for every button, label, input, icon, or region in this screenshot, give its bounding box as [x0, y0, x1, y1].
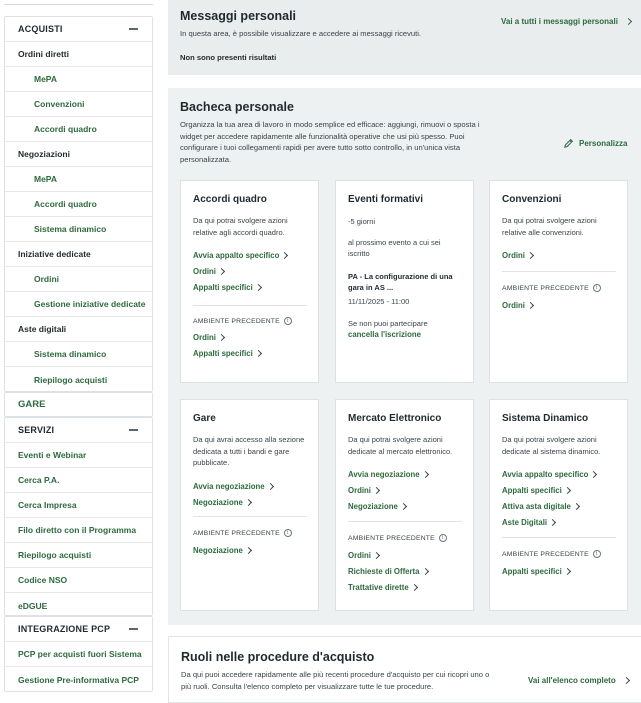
ambiente-precedente-label	[348, 534, 447, 542]
ordini-link[interactable]	[502, 251, 533, 260]
sidebar-item-label: Aste digitali	[18, 324, 67, 334]
card-gare	[180, 399, 319, 611]
card-desc: Da qui potrai svolgere azioni relative agli accordi quadro.	[193, 216, 288, 237]
link-label: Avvia appalto specifico	[193, 251, 280, 260]
ruoli-desc: Da qui puoi accedere rapidamente alle più recenti procedure d'acquisto per cui ricopri uno o più ruoli. Consulta l'elenco completo per visualizzare tutte le tue procedure.	[181, 670, 490, 691]
sidebar-item-label: Accordi quadro	[34, 124, 97, 134]
negoziazione-link[interactable]	[348, 502, 406, 511]
sidebar-item-label: Riepilogo acquisti	[18, 550, 92, 560]
bacheca-panel	[168, 88, 641, 625]
event-title: PA - La configurazione di una gara in AS ...	[348, 272, 453, 292]
card-divider	[348, 521, 462, 522]
card-divider	[502, 271, 616, 272]
sidebar-item-label: Iniziative dedicate	[18, 249, 91, 259]
chevron-right-icon	[218, 268, 225, 275]
chevron-right-icon	[267, 483, 274, 490]
card-title: Mercato Elettronico	[348, 413, 442, 424]
info-icon[interactable]: i	[439, 534, 447, 542]
sidebar-item-label: Filo diretto con il Programma	[18, 525, 137, 535]
ambiente-precedente-label	[502, 284, 601, 292]
link-label: Ordini	[193, 333, 216, 342]
chevron-right-icon	[218, 334, 225, 341]
chevron-right-icon	[590, 471, 597, 478]
link-label: cancella l'iscrizione	[348, 330, 421, 339]
sidebar-acquisti-section	[4, 16, 153, 392]
personalizza-button[interactable]	[563, 138, 627, 149]
appalti-specifici-link[interactable]	[502, 486, 570, 495]
sidebar-item-iniziative-dedicate[interactable]	[5, 242, 152, 267]
attiva-asta-digitale-link[interactable]	[502, 502, 579, 511]
card-title: Sistema Dinamico	[502, 413, 589, 424]
sidebar-pcp-label: INTEGRAZIONE PCP	[18, 624, 111, 634]
prev-negoziazione-link[interactable]	[193, 546, 251, 555]
card-title: Accordi quadro	[193, 194, 267, 205]
sidebar-item-label: Codice NSO	[18, 575, 68, 585]
link-label: Avvia appalto specifico	[502, 470, 589, 479]
sidebar-item-iniziative-ordini[interactable]	[5, 267, 152, 292]
ambiente-precedente-label	[193, 317, 292, 325]
ambiente-text: AMBIENTE PRECEDENTE	[502, 550, 589, 558]
bacheca-desc: Organizza la tua area di lavoro in modo semplice ed efficace: aggiungi, rimuovi o sposta i widget per accedere rapidamente alle funzionalità operative che usi più spesso. Puoi configurare i tuoi collegamenti rapidi per avere tutto sotto controllo, in un'unica vista personalizzata.	[180, 120, 480, 164]
link-label: Trattative dirette	[348, 583, 409, 592]
sidebar-pcp-header[interactable]	[5, 617, 152, 642]
prev-ordini-link[interactable]	[502, 301, 533, 310]
sidebar-top-divider	[4, 4, 153, 5]
sidebar-item-riepilogo-acquisti[interactable]	[5, 367, 152, 392]
chevron-right-icon	[245, 499, 252, 506]
elenco-completo-label: Vai all'elenco completo	[528, 676, 616, 685]
sidebar-item-label: Accordi quadro	[34, 199, 97, 209]
sidebar-item-label: Riepilogo acquisti	[34, 374, 108, 385]
sidebar-item-label: Ordini diretti	[18, 49, 69, 59]
prev-appalti-specifici-link[interactable]	[193, 349, 261, 358]
link-label: Appalti specifici	[502, 567, 562, 576]
sidebar-servizi-header[interactable]	[5, 418, 152, 443]
eventi-days: -5 giorni	[348, 217, 376, 226]
link-label: Richieste di Offerta	[348, 567, 420, 576]
negoziazione-link[interactable]	[193, 498, 251, 507]
sidebar-item-ordini-mepa[interactable]	[5, 67, 152, 92]
info-icon[interactable]: i	[284, 317, 292, 325]
card-title: Convenzioni	[502, 194, 562, 205]
avvia-negoziazione-link[interactable]	[193, 482, 273, 491]
sidebar-gare-label: GARE	[18, 399, 46, 410]
ruoli-title: Ruoli nelle procedure d'acquisto	[181, 650, 375, 664]
chevron-right-icon	[245, 547, 252, 554]
sidebar-item-pcp-preinformativa[interactable]	[5, 667, 152, 692]
sidebar-item-sistema-dinamico[interactable]	[5, 217, 152, 242]
sidebar-item-label: eDGUE	[18, 600, 48, 611]
chevron-right-icon	[411, 584, 418, 591]
card-title: Eventi formativi	[348, 194, 424, 205]
link-label: Avvia negoziazione	[193, 482, 265, 491]
sidebar-item-label: Cerca P.A.	[18, 475, 60, 485]
sidebar-pcp-section	[4, 616, 153, 692]
avvia-appalto-specifico-link[interactable]	[502, 470, 596, 479]
card-convenzioni	[489, 180, 628, 383]
bacheca-title: Bacheca personale	[180, 100, 294, 114]
sidebar-item-label: Sistema dinamico	[34, 349, 107, 359]
eventi-cannot: Se non puoi partecipare	[348, 319, 428, 328]
elenco-completo-link[interactable]	[528, 676, 629, 685]
chevron-right-icon	[527, 252, 534, 259]
link-label: Ordini	[348, 551, 371, 560]
prev-ordini-link[interactable]	[193, 333, 224, 342]
sidebar-item-label: Negoziazioni	[18, 149, 70, 159]
minus-icon[interactable]	[129, 28, 138, 30]
chevron-right-icon	[564, 568, 571, 575]
sidebar-servizi-section	[4, 417, 153, 616]
link-label: Appalti specifici	[502, 486, 562, 495]
link-label: Negoziazione	[348, 502, 398, 511]
ambiente-text: AMBIENTE PRECEDENTE	[502, 284, 589, 292]
chevron-right-icon	[373, 552, 380, 559]
chevron-right-icon	[564, 487, 571, 494]
info-icon[interactable]: i	[593, 550, 601, 558]
prev-appalti-specifici-link[interactable]	[502, 567, 570, 576]
link-label: Negoziazione	[193, 546, 243, 555]
sidebar-item-label: Cerca Impresa	[18, 500, 77, 510]
cancella-iscrizione-link[interactable]	[348, 330, 421, 339]
link-label: Aste Digitali	[502, 518, 548, 527]
sidebar-item-label: MePA	[34, 174, 57, 184]
link-label: Attiva asta digitale	[502, 502, 571, 511]
messaggi-panel	[168, 0, 641, 75]
sidebar-item-ordini-diretti[interactable]	[5, 42, 152, 67]
chevron-right-icon	[625, 18, 632, 25]
sidebar-item-gare[interactable]	[5, 393, 152, 416]
sidebar-item-pcp-acquisti[interactable]	[5, 642, 152, 667]
sidebar-item-label: Sistema dinamico	[34, 224, 107, 234]
ruoli-panel	[168, 636, 641, 703]
messaggi-desc: In questa area, è possibile visualizzare e accedere ai messaggi ricevuti.	[180, 29, 422, 38]
sidebar-item-cerca-impresa[interactable]	[5, 493, 152, 518]
chevron-right-icon	[422, 471, 429, 478]
card-desc: Da qui potrai svolgere azioni dedicate al sistema dinamico.	[502, 435, 601, 456]
info-icon[interactable]: i	[593, 284, 601, 292]
messaggi-all-link[interactable]	[501, 17, 631, 26]
link-label: Negoziazione	[193, 498, 243, 507]
minus-icon[interactable]	[129, 628, 138, 630]
card-title: Gare	[193, 413, 216, 424]
ambiente-text: AMBIENTE PRECEDENTE	[193, 317, 280, 325]
sidebar-item-convenzioni[interactable]	[5, 92, 152, 117]
chevron-right-icon	[623, 677, 630, 684]
sidebar-gare-section	[4, 392, 153, 417]
card-desc: Da qui potrai svolgere azioni relative alle convenzioni.	[502, 216, 597, 237]
avvia-appalto-specifico-link[interactable]	[193, 251, 287, 260]
chevron-right-icon	[255, 284, 262, 291]
sidebar-servizi-label: SERVIZI	[18, 425, 55, 435]
sidebar-item-codice-nso[interactable]	[5, 568, 152, 593]
card-divider	[193, 305, 307, 306]
sidebar-item-label: Convenzioni	[34, 99, 85, 109]
sidebar-item-filo-diretto[interactable]	[5, 518, 152, 543]
chevron-right-icon	[400, 503, 407, 510]
sidebar-item-label: MePA	[34, 74, 57, 84]
minus-icon[interactable]	[129, 429, 138, 431]
sidebar-item-eventi-webinar[interactable]	[5, 443, 152, 468]
chevron-right-icon	[573, 503, 580, 510]
chevron-right-icon	[549, 519, 556, 526]
messaggi-all-label: Vai a tutti i messaggi personali	[501, 17, 618, 26]
link-label: Ordini	[502, 251, 525, 260]
sidebar-item-label: Gestione iniziative dedicate	[34, 299, 146, 309]
chevron-right-icon	[527, 302, 534, 309]
ambiente-text: AMBIENTE PRECEDENTE	[193, 529, 280, 537]
sidebar-item-label: Gestione Pre-informativa PCP	[18, 674, 139, 685]
card-desc: Da qui potrai svolgere azioni dedicate al mercato elettronico.	[348, 435, 453, 456]
sidebar-item-riepilogo-acquisti-servizi[interactable]	[5, 543, 152, 568]
sidebar-item-aste-digitali[interactable]	[5, 317, 152, 342]
card-desc: Da qui avrai accesso alla sezione dedicata a tutti i bandi e gare pubblicate.	[193, 435, 305, 467]
link-label: Appalti specifici	[193, 283, 253, 292]
sidebar-item-negoziazioni-accordi-quadro[interactable]	[5, 192, 152, 217]
appalti-specifici-link[interactable]	[193, 283, 261, 292]
sidebar-item-negoziazioni[interactable]	[5, 142, 152, 167]
link-label: Avvia negoziazione	[348, 470, 420, 479]
sidebar-item-ordini-accordi-quadro[interactable]	[5, 117, 152, 142]
link-label: Appalti specifici	[193, 349, 253, 358]
sidebar-item-negoziazioni-mepa[interactable]	[5, 167, 152, 192]
sidebar-item-edgue[interactable]	[5, 593, 152, 618]
ordini-link[interactable]	[193, 267, 224, 276]
messaggi-title: Messaggi personali	[180, 9, 297, 23]
prev-richieste-offerta-link[interactable]	[348, 567, 428, 576]
sidebar-item-label: PCP per acquisti fuori Sistema	[18, 649, 142, 659]
event-date: 11/11/2025 - 11:00	[348, 297, 410, 306]
chevron-right-icon	[281, 252, 288, 259]
link-label: Ordini	[502, 301, 525, 310]
card-eventi-formativi	[335, 180, 474, 383]
card-sistema-dinamico	[489, 399, 628, 611]
sidebar-item-gestione-iniziative[interactable]	[5, 292, 152, 317]
ambiente-precedente-label	[193, 529, 292, 537]
aste-digitali-link[interactable]	[502, 518, 555, 527]
sidebar-acquisti-header[interactable]	[5, 17, 152, 42]
chevron-right-icon	[373, 487, 380, 494]
card-divider	[193, 516, 307, 517]
pencil-icon	[563, 138, 574, 149]
eventi-next: al prossimo evento a cui sei iscritto	[348, 238, 441, 258]
link-label: Ordini	[348, 486, 371, 495]
card-mercato-elettronico	[335, 399, 474, 611]
link-label: Ordini	[193, 267, 216, 276]
sidebar-item-label: Ordini	[34, 274, 60, 284]
card-divider	[502, 537, 616, 538]
prev-ordini-link[interactable]	[348, 551, 379, 560]
prev-trattative-dirette-link[interactable]	[348, 583, 417, 592]
ordini-link[interactable]	[348, 486, 379, 495]
sidebar-item-label: Eventi e Webinar	[18, 450, 87, 460]
chevron-right-icon	[421, 568, 428, 575]
personalizza-label: Personalizza	[579, 139, 628, 148]
card-accordi-quadro	[180, 180, 319, 383]
ambiente-text: AMBIENTE PRECEDENTE	[348, 534, 435, 542]
sidebar-item-cerca-pa[interactable]	[5, 468, 152, 493]
sidebar-item-aste-sistema-dinamico[interactable]	[5, 342, 152, 367]
ambiente-precedente-label	[502, 550, 601, 558]
sidebar	[4, 0, 153, 703]
info-icon[interactable]: i	[284, 529, 292, 537]
avvia-negoziazione-link[interactable]	[348, 470, 428, 479]
sidebar-acquisti-label: ACQUISTI	[18, 24, 63, 34]
messaggi-empty: Non sono presenti risultati	[180, 53, 277, 62]
chevron-right-icon	[255, 350, 262, 357]
